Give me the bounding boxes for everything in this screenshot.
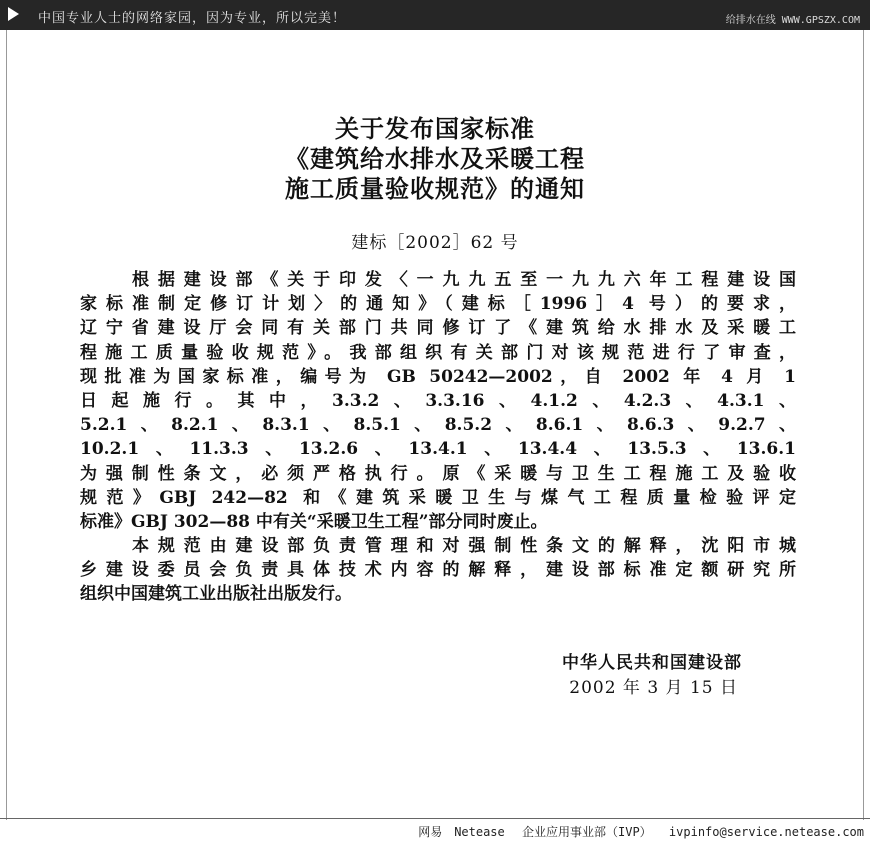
issuing-authority: 中华人民共和国建设部 [562,653,742,673]
footer-department: 企业应用事业部（IVP） [522,825,652,839]
body-line: 规范》GBJ 242—82 和《建筑采暖卫生与煤气工程质量检验评定 [80,487,796,508]
footer [408,823,864,840]
body-line: 现批准为国家标准，编号为 GB 50242—2002，自 2002 年 4 月 1 [80,366,796,387]
banner-site-link[interactable]: 给排水在线 WWW.GPSZX.COM [725,15,860,26]
footer-company: 网易 Netease [418,825,505,839]
play-arrow-icon [8,7,19,21]
body-line: 根据建设部《关于印发〈一九九五至一九九六年工程建设国 [132,270,796,290]
title-line: 施工质量验收规范》的通知 [285,174,585,203]
body-line: 乡建设委员会负责具体技术内容的解释，建设部标准定额研究所 [80,560,796,581]
body-line: 日起施行。其中，3.3.2、3.3.16、4.1.2、4.2.3、4.3.1、 [80,390,796,411]
notice-body [80,268,796,607]
title-line: 关于发布国家标准 [335,114,535,143]
body-line: 10.2.1、11.3.3、13.2.6、13.4.1、13.4.4、13.5.3、13.6.1 [80,439,796,460]
body-line: 家标准制定修订计划〉的通知》（建标［1996］4 号）的要求， [80,294,796,315]
top-banner [0,0,870,30]
body-line: 本规范由建设部负责管理和对强制性条文的解释，沈阳市城 [132,536,796,557]
notice-title [0,114,870,204]
title-line: 《建筑给水排水及采暖工程 [285,144,585,173]
issue-date: 2002 年 3 月 15 日 [569,678,738,698]
body-line: 程施工质量验收规范》。我部组织有关部门对该规范进行了审查， [80,342,796,363]
banner-slogan: 中国专业人士的网络家园，因为专业，所以完美！ [38,11,347,26]
document-number: 建标［2002］62 号 [351,233,519,253]
body-line: 为强制性条文，必须严格执行。原《采暖与卫生工程施工及验收 [80,463,796,484]
body-line: 标准》GBJ 302—88 中有关“采暖卫生工程”部分同时废止。 [80,511,548,532]
body-line: 5.2.1、8.2.1、8.3.1、8.5.1、8.5.2、8.6.1、8.6.3、9.2.7、 [80,415,796,436]
body-line: 辽宁省建设厅会同有关部门共同修订了《建筑给水排水及采暖工 [80,318,796,339]
footer-divider [0,818,870,819]
body-line: 组织中国建筑工业出版社出版发行。 [80,584,352,605]
footer-email-link[interactable]: ivpinfo@service.netease.com [668,825,864,839]
